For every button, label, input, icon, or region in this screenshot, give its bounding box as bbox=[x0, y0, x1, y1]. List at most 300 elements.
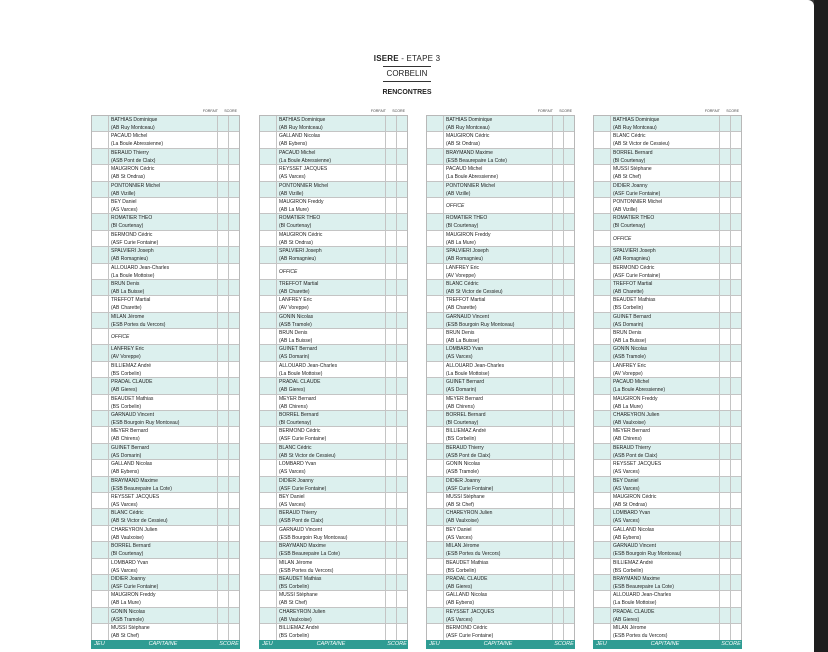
score-cell[interactable] bbox=[730, 345, 741, 360]
forfait-cell[interactable] bbox=[385, 493, 396, 508]
score-cell[interactable] bbox=[563, 559, 574, 574]
forfait-cell[interactable] bbox=[719, 460, 730, 475]
jeu-cell[interactable] bbox=[92, 542, 109, 557]
jeu-cell[interactable] bbox=[92, 575, 109, 590]
score-cell[interactable] bbox=[563, 542, 574, 557]
jeu-cell[interactable] bbox=[260, 132, 277, 147]
score-cell[interactable] bbox=[730, 542, 741, 557]
forfait-cell[interactable] bbox=[719, 395, 730, 410]
score-cell[interactable] bbox=[730, 198, 741, 213]
score-cell[interactable] bbox=[228, 624, 239, 639]
forfait-cell[interactable] bbox=[719, 165, 730, 180]
jeu-cell[interactable] bbox=[92, 378, 109, 393]
forfait-cell[interactable] bbox=[385, 231, 396, 246]
score-cell[interactable] bbox=[563, 509, 574, 524]
score-cell[interactable] bbox=[228, 542, 239, 557]
jeu-cell[interactable] bbox=[594, 214, 611, 229]
score-cell[interactable] bbox=[228, 264, 239, 279]
score-cell[interactable] bbox=[396, 362, 407, 377]
forfait-cell[interactable] bbox=[719, 345, 730, 360]
score-cell[interactable] bbox=[396, 165, 407, 180]
score-cell[interactable] bbox=[730, 444, 741, 459]
score-cell[interactable] bbox=[228, 477, 239, 492]
jeu-cell[interactable] bbox=[92, 264, 109, 279]
jeu-cell[interactable] bbox=[594, 132, 611, 147]
score-cell[interactable] bbox=[730, 608, 741, 623]
jeu-cell[interactable] bbox=[92, 280, 109, 295]
score-cell[interactable] bbox=[563, 165, 574, 180]
score-cell[interactable] bbox=[730, 378, 741, 393]
jeu-cell[interactable] bbox=[92, 165, 109, 180]
jeu-cell[interactable] bbox=[92, 247, 109, 262]
forfait-cell[interactable] bbox=[552, 526, 563, 541]
forfait-cell[interactable] bbox=[552, 231, 563, 246]
jeu-cell[interactable] bbox=[427, 313, 444, 328]
score-cell[interactable] bbox=[228, 444, 239, 459]
jeu-cell[interactable] bbox=[92, 116, 109, 131]
forfait-cell[interactable] bbox=[552, 264, 563, 279]
jeu-cell[interactable] bbox=[260, 378, 277, 393]
score-cell[interactable] bbox=[563, 296, 574, 311]
score-cell[interactable] bbox=[396, 575, 407, 590]
forfait-cell[interactable] bbox=[552, 182, 563, 197]
jeu-cell[interactable] bbox=[594, 198, 611, 213]
forfait-cell[interactable] bbox=[385, 214, 396, 229]
forfait-cell[interactable] bbox=[552, 198, 563, 213]
forfait-cell[interactable] bbox=[217, 247, 228, 262]
jeu-cell[interactable] bbox=[594, 559, 611, 574]
jeu-cell[interactable] bbox=[594, 345, 611, 360]
score-cell[interactable] bbox=[563, 395, 574, 410]
jeu-cell[interactable] bbox=[92, 296, 109, 311]
forfait-cell[interactable] bbox=[552, 591, 563, 606]
jeu-cell[interactable] bbox=[594, 624, 611, 639]
jeu-cell[interactable] bbox=[260, 493, 277, 508]
score-cell[interactable] bbox=[228, 378, 239, 393]
jeu-cell[interactable] bbox=[594, 165, 611, 180]
forfait-cell[interactable] bbox=[552, 559, 563, 574]
score-cell[interactable] bbox=[396, 198, 407, 213]
score-cell[interactable] bbox=[730, 509, 741, 524]
score-cell[interactable] bbox=[228, 362, 239, 377]
score-cell[interactable] bbox=[396, 559, 407, 574]
jeu-cell[interactable] bbox=[92, 231, 109, 246]
score-cell[interactable] bbox=[396, 214, 407, 229]
forfait-cell[interactable] bbox=[719, 329, 730, 344]
jeu-cell[interactable] bbox=[92, 313, 109, 328]
score-cell[interactable] bbox=[228, 280, 239, 295]
jeu-cell[interactable] bbox=[260, 165, 277, 180]
score-cell[interactable] bbox=[396, 542, 407, 557]
score-cell[interactable] bbox=[730, 231, 741, 246]
jeu-cell[interactable] bbox=[427, 378, 444, 393]
jeu-cell[interactable] bbox=[260, 509, 277, 524]
score-cell[interactable] bbox=[730, 132, 741, 147]
forfait-cell[interactable] bbox=[217, 395, 228, 410]
forfait-cell[interactable] bbox=[552, 378, 563, 393]
forfait-cell[interactable] bbox=[552, 149, 563, 164]
jeu-cell[interactable] bbox=[594, 526, 611, 541]
forfait-cell[interactable] bbox=[385, 132, 396, 147]
jeu-cell[interactable] bbox=[594, 247, 611, 262]
forfait-cell[interactable] bbox=[385, 165, 396, 180]
jeu-cell[interactable] bbox=[260, 247, 277, 262]
forfait-cell[interactable] bbox=[217, 345, 228, 360]
score-cell[interactable] bbox=[396, 624, 407, 639]
score-cell[interactable] bbox=[228, 296, 239, 311]
score-cell[interactable] bbox=[563, 362, 574, 377]
jeu-cell[interactable] bbox=[260, 526, 277, 541]
forfait-cell[interactable] bbox=[719, 149, 730, 164]
forfait-cell[interactable] bbox=[217, 624, 228, 639]
forfait-cell[interactable] bbox=[719, 542, 730, 557]
forfait-cell[interactable] bbox=[385, 542, 396, 557]
jeu-cell[interactable] bbox=[92, 182, 109, 197]
forfait-cell[interactable] bbox=[719, 411, 730, 426]
forfait-cell[interactable] bbox=[217, 493, 228, 508]
jeu-cell[interactable] bbox=[427, 608, 444, 623]
forfait-cell[interactable] bbox=[217, 460, 228, 475]
score-cell[interactable] bbox=[396, 231, 407, 246]
score-cell[interactable] bbox=[563, 427, 574, 442]
score-cell[interactable] bbox=[228, 182, 239, 197]
score-cell[interactable] bbox=[396, 526, 407, 541]
forfait-cell[interactable] bbox=[217, 198, 228, 213]
forfait-cell[interactable] bbox=[552, 444, 563, 459]
jeu-cell[interactable] bbox=[594, 280, 611, 295]
score-cell[interactable] bbox=[228, 427, 239, 442]
forfait-cell[interactable] bbox=[385, 362, 396, 377]
score-cell[interactable] bbox=[730, 559, 741, 574]
score-cell[interactable] bbox=[228, 198, 239, 213]
score-cell[interactable] bbox=[563, 313, 574, 328]
jeu-cell[interactable] bbox=[260, 182, 277, 197]
jeu-cell[interactable] bbox=[260, 477, 277, 492]
forfait-cell[interactable] bbox=[719, 477, 730, 492]
score-cell[interactable] bbox=[228, 509, 239, 524]
forfait-cell[interactable] bbox=[552, 313, 563, 328]
forfait-cell[interactable] bbox=[552, 575, 563, 590]
score-cell[interactable] bbox=[730, 116, 741, 131]
jeu-cell[interactable] bbox=[92, 624, 109, 639]
jeu-cell[interactable] bbox=[260, 345, 277, 360]
forfait-cell[interactable] bbox=[719, 247, 730, 262]
forfait-cell[interactable] bbox=[385, 427, 396, 442]
forfait-cell[interactable] bbox=[719, 509, 730, 524]
score-cell[interactable] bbox=[563, 329, 574, 344]
jeu-cell[interactable] bbox=[427, 264, 444, 279]
jeu-cell[interactable] bbox=[594, 182, 611, 197]
jeu-cell[interactable] bbox=[260, 116, 277, 131]
forfait-cell[interactable] bbox=[217, 559, 228, 574]
jeu-cell[interactable] bbox=[594, 444, 611, 459]
score-cell[interactable] bbox=[730, 427, 741, 442]
forfait-cell[interactable] bbox=[385, 116, 396, 131]
score-cell[interactable] bbox=[563, 608, 574, 623]
forfait-cell[interactable] bbox=[385, 247, 396, 262]
score-cell[interactable] bbox=[396, 591, 407, 606]
forfait-cell[interactable] bbox=[385, 264, 396, 279]
jeu-cell[interactable] bbox=[427, 427, 444, 442]
forfait-cell[interactable] bbox=[217, 313, 228, 328]
forfait-cell[interactable] bbox=[719, 362, 730, 377]
jeu-cell[interactable] bbox=[427, 591, 444, 606]
jeu-cell[interactable] bbox=[594, 116, 611, 131]
score-cell[interactable] bbox=[563, 231, 574, 246]
jeu-cell[interactable] bbox=[427, 149, 444, 164]
score-cell[interactable] bbox=[563, 591, 574, 606]
jeu-cell[interactable] bbox=[427, 345, 444, 360]
score-cell[interactable] bbox=[396, 313, 407, 328]
jeu-cell[interactable] bbox=[92, 329, 109, 344]
jeu-cell[interactable] bbox=[594, 591, 611, 606]
jeu-cell[interactable] bbox=[260, 411, 277, 426]
jeu-cell[interactable] bbox=[427, 624, 444, 639]
jeu-cell[interactable] bbox=[92, 526, 109, 541]
score-cell[interactable] bbox=[563, 526, 574, 541]
forfait-cell[interactable] bbox=[552, 395, 563, 410]
score-cell[interactable] bbox=[730, 460, 741, 475]
forfait-cell[interactable] bbox=[217, 132, 228, 147]
score-cell[interactable] bbox=[228, 395, 239, 410]
forfait-cell[interactable] bbox=[719, 313, 730, 328]
jeu-cell[interactable] bbox=[594, 149, 611, 164]
jeu-cell[interactable] bbox=[260, 542, 277, 557]
jeu-cell[interactable] bbox=[92, 411, 109, 426]
score-cell[interactable] bbox=[730, 411, 741, 426]
score-cell[interactable] bbox=[730, 296, 741, 311]
score-cell[interactable] bbox=[228, 165, 239, 180]
forfait-cell[interactable] bbox=[719, 493, 730, 508]
forfait-cell[interactable] bbox=[217, 280, 228, 295]
forfait-cell[interactable] bbox=[385, 509, 396, 524]
forfait-cell[interactable] bbox=[719, 264, 730, 279]
jeu-cell[interactable] bbox=[260, 214, 277, 229]
jeu-cell[interactable] bbox=[594, 329, 611, 344]
jeu-cell[interactable] bbox=[427, 526, 444, 541]
score-cell[interactable] bbox=[563, 444, 574, 459]
score-cell[interactable] bbox=[563, 460, 574, 475]
score-cell[interactable] bbox=[396, 149, 407, 164]
score-cell[interactable] bbox=[396, 493, 407, 508]
forfait-cell[interactable] bbox=[217, 509, 228, 524]
score-cell[interactable] bbox=[563, 132, 574, 147]
jeu-cell[interactable] bbox=[594, 460, 611, 475]
jeu-cell[interactable] bbox=[260, 427, 277, 442]
score-cell[interactable] bbox=[730, 395, 741, 410]
forfait-cell[interactable] bbox=[217, 591, 228, 606]
score-cell[interactable] bbox=[730, 149, 741, 164]
jeu-cell[interactable] bbox=[260, 575, 277, 590]
forfait-cell[interactable] bbox=[719, 427, 730, 442]
forfait-cell[interactable] bbox=[217, 149, 228, 164]
score-cell[interactable] bbox=[563, 345, 574, 360]
jeu-cell[interactable] bbox=[427, 460, 444, 475]
jeu-cell[interactable] bbox=[92, 559, 109, 574]
forfait-cell[interactable] bbox=[719, 296, 730, 311]
score-cell[interactable] bbox=[730, 264, 741, 279]
jeu-cell[interactable] bbox=[594, 427, 611, 442]
forfait-cell[interactable] bbox=[385, 444, 396, 459]
jeu-cell[interactable] bbox=[92, 198, 109, 213]
score-cell[interactable] bbox=[730, 313, 741, 328]
score-cell[interactable] bbox=[563, 198, 574, 213]
jeu-cell[interactable] bbox=[427, 477, 444, 492]
jeu-cell[interactable] bbox=[594, 313, 611, 328]
score-cell[interactable] bbox=[396, 132, 407, 147]
score-cell[interactable] bbox=[228, 313, 239, 328]
forfait-cell[interactable] bbox=[552, 477, 563, 492]
forfait-cell[interactable] bbox=[217, 214, 228, 229]
score-cell[interactable] bbox=[730, 165, 741, 180]
forfait-cell[interactable] bbox=[385, 395, 396, 410]
forfait-cell[interactable] bbox=[217, 575, 228, 590]
forfait-cell[interactable] bbox=[385, 296, 396, 311]
jeu-cell[interactable] bbox=[427, 362, 444, 377]
forfait-cell[interactable] bbox=[719, 575, 730, 590]
forfait-cell[interactable] bbox=[385, 313, 396, 328]
forfait-cell[interactable] bbox=[719, 444, 730, 459]
jeu-cell[interactable] bbox=[427, 559, 444, 574]
score-cell[interactable] bbox=[396, 247, 407, 262]
forfait-cell[interactable] bbox=[719, 624, 730, 639]
score-cell[interactable] bbox=[563, 477, 574, 492]
jeu-cell[interactable] bbox=[260, 559, 277, 574]
jeu-cell[interactable] bbox=[427, 395, 444, 410]
jeu-cell[interactable] bbox=[92, 444, 109, 459]
jeu-cell[interactable] bbox=[427, 198, 444, 213]
jeu-cell[interactable] bbox=[92, 509, 109, 524]
jeu-cell[interactable] bbox=[260, 624, 277, 639]
jeu-cell[interactable] bbox=[427, 132, 444, 147]
forfait-cell[interactable] bbox=[217, 296, 228, 311]
score-cell[interactable] bbox=[563, 264, 574, 279]
jeu-cell[interactable] bbox=[427, 116, 444, 131]
forfait-cell[interactable] bbox=[552, 116, 563, 131]
score-cell[interactable] bbox=[730, 280, 741, 295]
forfait-cell[interactable] bbox=[552, 542, 563, 557]
forfait-cell[interactable] bbox=[385, 591, 396, 606]
score-cell[interactable] bbox=[563, 214, 574, 229]
forfait-cell[interactable] bbox=[217, 116, 228, 131]
jeu-cell[interactable] bbox=[260, 444, 277, 459]
jeu-cell[interactable] bbox=[427, 444, 444, 459]
jeu-cell[interactable] bbox=[92, 608, 109, 623]
jeu-cell[interactable] bbox=[260, 591, 277, 606]
score-cell[interactable] bbox=[730, 329, 741, 344]
score-cell[interactable] bbox=[730, 182, 741, 197]
forfait-cell[interactable] bbox=[552, 608, 563, 623]
forfait-cell[interactable] bbox=[385, 378, 396, 393]
forfait-cell[interactable] bbox=[552, 165, 563, 180]
score-cell[interactable] bbox=[563, 182, 574, 197]
score-cell[interactable] bbox=[730, 526, 741, 541]
score-cell[interactable] bbox=[563, 378, 574, 393]
jeu-cell[interactable] bbox=[92, 395, 109, 410]
jeu-cell[interactable] bbox=[427, 493, 444, 508]
score-cell[interactable] bbox=[563, 116, 574, 131]
forfait-cell[interactable] bbox=[217, 362, 228, 377]
score-cell[interactable] bbox=[396, 329, 407, 344]
jeu-cell[interactable] bbox=[427, 411, 444, 426]
jeu-cell[interactable] bbox=[594, 296, 611, 311]
forfait-cell[interactable] bbox=[719, 559, 730, 574]
jeu-cell[interactable] bbox=[260, 395, 277, 410]
forfait-cell[interactable] bbox=[719, 608, 730, 623]
score-cell[interactable] bbox=[396, 509, 407, 524]
forfait-cell[interactable] bbox=[217, 231, 228, 246]
score-cell[interactable] bbox=[563, 149, 574, 164]
forfait-cell[interactable] bbox=[385, 559, 396, 574]
jeu-cell[interactable] bbox=[260, 313, 277, 328]
score-cell[interactable] bbox=[730, 493, 741, 508]
score-cell[interactable] bbox=[396, 116, 407, 131]
jeu-cell[interactable] bbox=[92, 362, 109, 377]
jeu-cell[interactable] bbox=[260, 231, 277, 246]
forfait-cell[interactable] bbox=[385, 198, 396, 213]
score-cell[interactable] bbox=[228, 608, 239, 623]
score-cell[interactable] bbox=[228, 345, 239, 360]
forfait-cell[interactable] bbox=[385, 526, 396, 541]
jeu-cell[interactable] bbox=[427, 280, 444, 295]
score-cell[interactable] bbox=[563, 493, 574, 508]
jeu-cell[interactable] bbox=[260, 329, 277, 344]
score-cell[interactable] bbox=[563, 624, 574, 639]
score-cell[interactable] bbox=[396, 378, 407, 393]
jeu-cell[interactable] bbox=[427, 296, 444, 311]
score-cell[interactable] bbox=[228, 526, 239, 541]
forfait-cell[interactable] bbox=[217, 526, 228, 541]
score-cell[interactable] bbox=[396, 296, 407, 311]
score-cell[interactable] bbox=[396, 280, 407, 295]
score-cell[interactable] bbox=[730, 362, 741, 377]
jeu-cell[interactable] bbox=[92, 591, 109, 606]
jeu-cell[interactable] bbox=[260, 608, 277, 623]
forfait-cell[interactable] bbox=[719, 231, 730, 246]
forfait-cell[interactable] bbox=[719, 526, 730, 541]
jeu-cell[interactable] bbox=[260, 460, 277, 475]
forfait-cell[interactable] bbox=[385, 411, 396, 426]
score-cell[interactable] bbox=[228, 591, 239, 606]
score-cell[interactable] bbox=[396, 345, 407, 360]
forfait-cell[interactable] bbox=[217, 608, 228, 623]
forfait-cell[interactable] bbox=[385, 280, 396, 295]
forfait-cell[interactable] bbox=[552, 411, 563, 426]
score-cell[interactable] bbox=[228, 575, 239, 590]
jeu-cell[interactable] bbox=[427, 165, 444, 180]
score-cell[interactable] bbox=[396, 395, 407, 410]
forfait-cell[interactable] bbox=[385, 182, 396, 197]
jeu-cell[interactable] bbox=[92, 460, 109, 475]
forfait-cell[interactable] bbox=[217, 542, 228, 557]
forfait-cell[interactable] bbox=[552, 296, 563, 311]
score-cell[interactable] bbox=[228, 411, 239, 426]
forfait-cell[interactable] bbox=[552, 624, 563, 639]
forfait-cell[interactable] bbox=[552, 509, 563, 524]
jeu-cell[interactable] bbox=[92, 493, 109, 508]
forfait-cell[interactable] bbox=[217, 264, 228, 279]
jeu-cell[interactable] bbox=[594, 608, 611, 623]
jeu-cell[interactable] bbox=[92, 427, 109, 442]
jeu-cell[interactable] bbox=[594, 264, 611, 279]
forfait-cell[interactable] bbox=[552, 362, 563, 377]
score-cell[interactable] bbox=[730, 247, 741, 262]
score-cell[interactable] bbox=[228, 149, 239, 164]
forfait-cell[interactable] bbox=[552, 214, 563, 229]
jeu-cell[interactable] bbox=[260, 149, 277, 164]
forfait-cell[interactable] bbox=[719, 280, 730, 295]
forfait-cell[interactable] bbox=[552, 460, 563, 475]
